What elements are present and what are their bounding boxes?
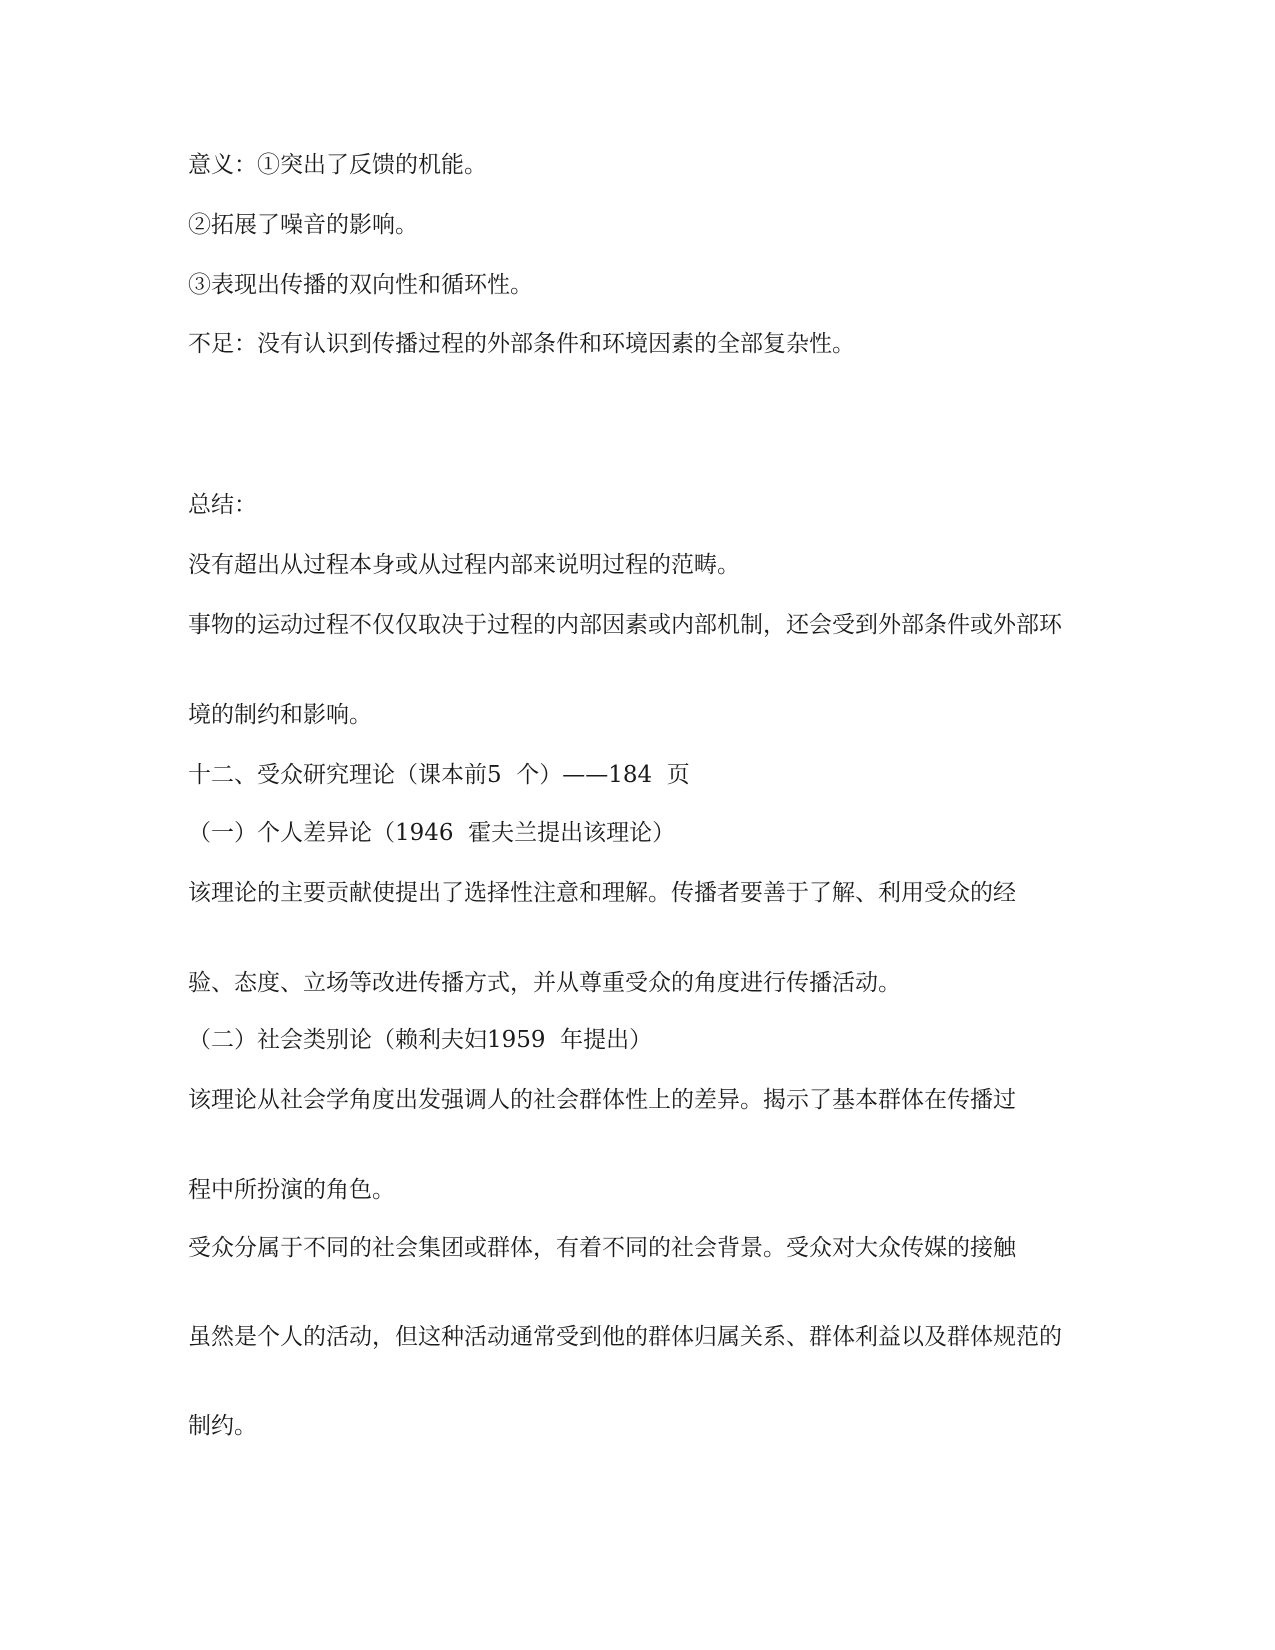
significance-line: 意义：①突出了反馈的机能。 [188, 152, 487, 178]
shortcoming-line: 不足：没有认识到传播过程的外部条件和环境因素的全部复杂性。 [188, 331, 855, 357]
section-heading-audience-theory: 十二、受众研究理论（课本前5 个）——184 页 [188, 762, 690, 788]
subsection-heading-individual-differences: （一）个人差异论（1946 霍夫兰提出该理论） [188, 820, 676, 846]
summary-paragraph-2: 事物的运动过程不仅仅取决于过程的内部因素或内部机制，还会受到外部条件或外部环 [188, 612, 1062, 638]
significance-point-2: ②拓展了噪音的影响。 [188, 212, 418, 238]
individual-differences-paragraph-cont: 验、态度、立场等改进传播方式，并从尊重受众的角度进行传播活动。 [188, 970, 901, 996]
social-categories-paragraph-1: 该理论从社会学角度出发强调人的社会群体性上的差异。揭示了基本群体在传播过 [188, 1087, 1016, 1113]
significance-point-3: ③表现出传播的双向性和循环性。 [188, 272, 533, 298]
summary-heading: 总结： [188, 492, 257, 518]
individual-differences-paragraph: 该理论的主要贡献使提出了选择性注意和理解。传播者要善于了解、利用受众的经 [188, 880, 1016, 906]
summary-paragraph-2-cont: 境的制约和影响。 [188, 702, 372, 728]
subsection-heading-social-categories: （二）社会类别论（赖利夫妇1959 年提出） [188, 1027, 653, 1053]
social-categories-paragraph-2-end: 制约。 [188, 1413, 257, 1439]
social-categories-paragraph-2-cont: 虽然是个人的活动，但这种活动通常受到他的群体归属关系、群体利益以及群体规范的 [188, 1324, 1062, 1350]
social-categories-paragraph-2: 受众分属于不同的社会集团或群体，有着不同的社会背景。受众对大众传媒的接触 [188, 1235, 1016, 1261]
summary-paragraph-1: 没有超出从过程本身或从过程内部来说明过程的范畴。 [188, 552, 740, 578]
social-categories-paragraph-1-cont: 程中所扮演的角色。 [188, 1177, 395, 1203]
